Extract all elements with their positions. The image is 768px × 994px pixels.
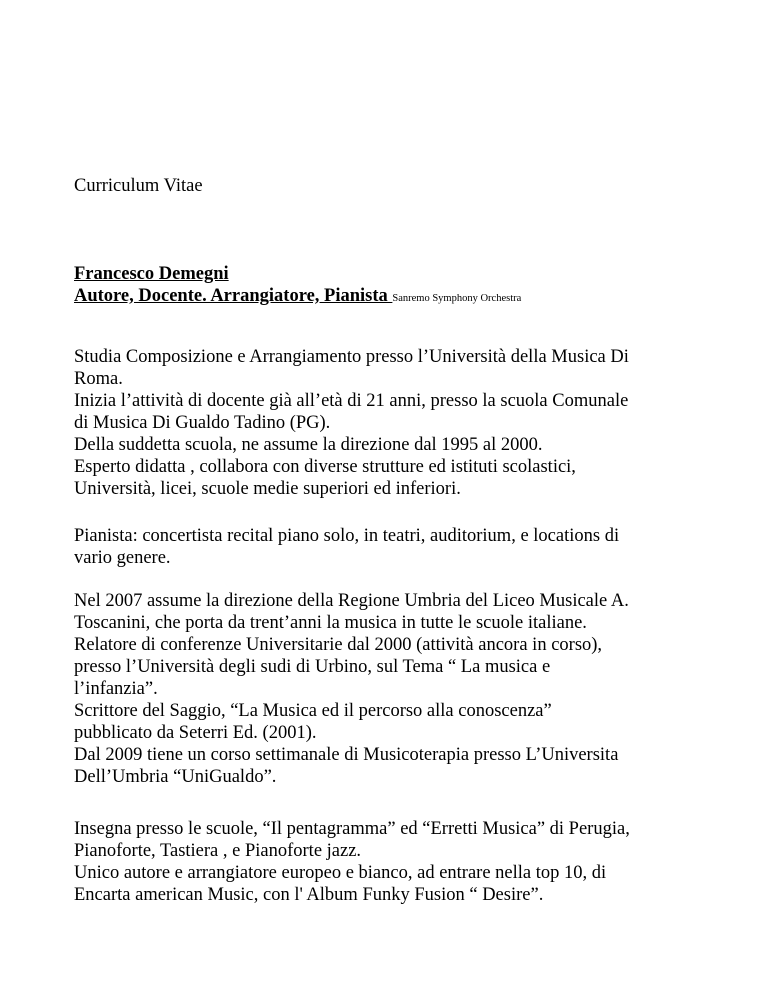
role-line — [74, 285, 521, 310]
paragraph-line: Dal 2009 tiene un corso settimanale di Musicoterapia presso L’Universita — [74, 745, 619, 765]
paragraph-line: Relatore di conferenze Universitarie dal 2000 (attività ancora in corso), — [74, 635, 603, 655]
paragraph-line: Unico autore e arrangiatore europeo e bianco, ad entrare nella top 10, di — [74, 863, 607, 883]
paragraph-line: Pianoforte, Tastiera , e Pianoforte jazz. — [74, 841, 362, 861]
paragraph-line: presso l’Università degli sudi di Urbino, sul Tema “ La musica e — [74, 657, 551, 677]
paragraph-line: Nel 2007 assume la direzione della Regione Umbria del Liceo Musicale A. — [74, 591, 629, 611]
paragraph-education — [74, 346, 724, 500]
header-block — [74, 263, 521, 310]
paragraph-line: Encarta american Music, con l' Album Funky Fusion “ Desire”. — [74, 885, 544, 905]
paragraph-line: Scrittore del Saggio, “La Musica ed il percorso alla conoscenza” — [74, 701, 552, 721]
paragraph-line: Inizia l’attività di docente già all’età di 21 anni, presso la scuola Comunale — [74, 391, 629, 411]
paragraph-line: vario genere. — [74, 548, 171, 568]
paragraph-line: Della suddetta scuola, ne assume la direzione dal 1995 al 2000. — [74, 435, 543, 455]
person-role: Autore, Docente. Arrangiatore, Pianista — [74, 286, 393, 306]
paragraph-line: Insegna presso le scuole, “Il pentagramma” ed “Erretti Musica” di Perugia, — [74, 819, 630, 839]
paragraph-line: Roma. — [74, 369, 123, 389]
paragraph-line: Esperto didatta , collabora con diverse strutture ed istituti scolastici, — [74, 457, 576, 477]
paragraph-line: Pianista: concertista recital piano solo, in teatri, auditorium, e locations di — [74, 526, 620, 546]
paragraph-teaching — [74, 818, 724, 906]
paragraph-line: Università, licei, scuole medie superiori ed inferiori. — [74, 479, 461, 499]
paragraph-line: Studia Composizione e Arrangiamento presso l’Università della Musica Di — [74, 347, 629, 367]
person-name: Francesco Demegni — [74, 264, 229, 284]
paragraph-career — [74, 590, 724, 788]
paragraph-line: Toscanini, che porta da trent’anni la musica in tutte le scuole italiane. — [74, 613, 587, 633]
paragraph-line: Dell’Umbria “UniGualdo”. — [74, 767, 277, 787]
paragraph-pianist — [74, 525, 724, 569]
paragraph-line: l’infanzia”. — [74, 679, 158, 699]
orchestra-name: Sanremo Symphony Orchestra — [392, 293, 522, 304]
paragraph-line: pubblicato da Seterri Ed. (2001). — [74, 723, 317, 743]
document-title: Curriculum Vitae — [74, 176, 203, 196]
paragraph-line: di Musica Di Gualdo Tadino (PG). — [74, 413, 331, 433]
